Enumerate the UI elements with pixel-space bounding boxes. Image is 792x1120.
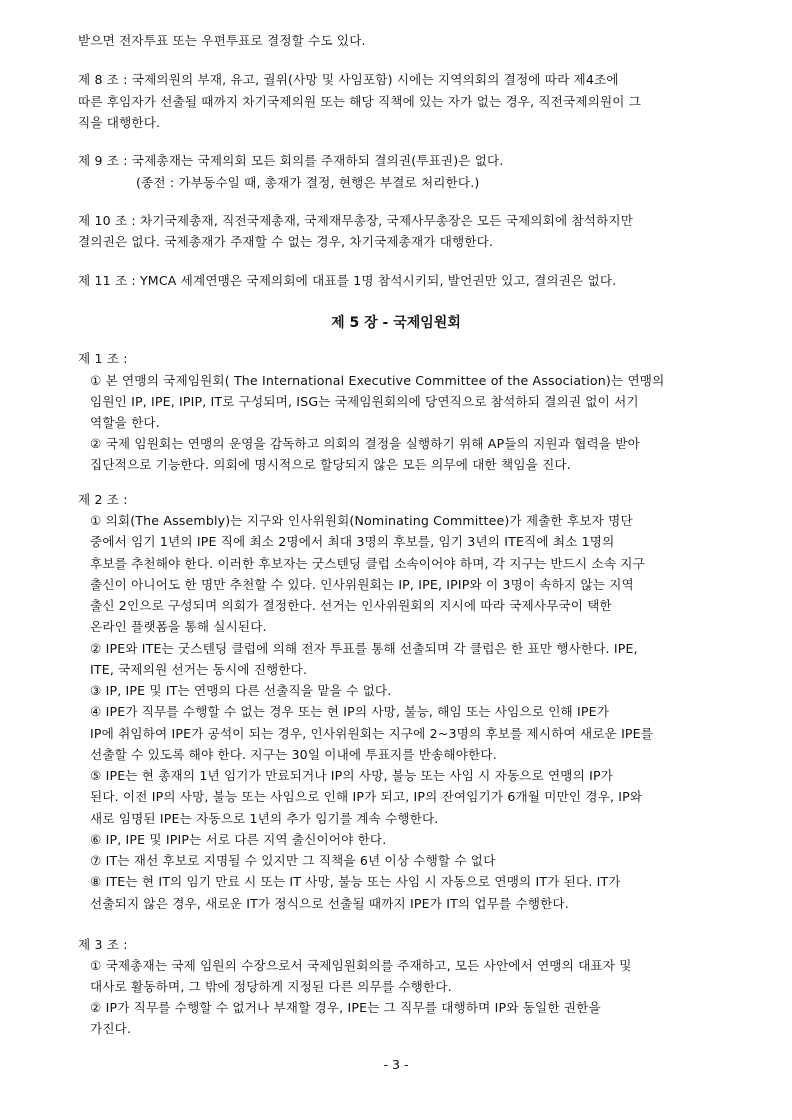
- clause-line: ITE, 국제의원 선거는 동시에 진행한다.: [90, 662, 308, 677]
- clause-line: ① 국제총재는 국제 임원의 수장으로서 국제임원회의를 주재하고, 모든 사안에서 연맹의 대표자 및: [90, 958, 632, 973]
- article-8-line: 직을 대행한다.: [78, 115, 161, 130]
- clause-line: ② IPE와 ITE는 굿스텐딩 클럽에 의해 전자 투표를 통해 선출되며 각 클럽은 한 표만 행사한다. IPE,: [90, 641, 638, 656]
- clause-line: 집단적으로 기능한다. 의회에 명시적으로 할당되지 않은 모든 의무에 대한 책임을 진다.: [90, 457, 571, 472]
- clause-line: 출신이 아니어도 한 명만 추천할 수 있다. 인사위원회는 IP, IPE, IPIP와 이 3명이 속하지 않는 지역: [90, 577, 634, 592]
- clause-line: 출신 2인으로 구성되며 의회가 결정한다. 선거는 인사위원회의 지시에 따라 국제사무국이 택한: [90, 598, 612, 613]
- clause-line: 선출되지 않은 경우, 새로운 IT가 정식으로 선출될 때까지 IPE가 IT의 업무를 수행한다.: [90, 896, 569, 911]
- clause-line: 역할을 한다.: [90, 415, 160, 430]
- clause-line: 대사로 활동하며, 그 밖에 정당하게 지정된 다른 의무를 수행한다.: [90, 979, 452, 994]
- clause-line: ⑥ IP, IPE 및 IPIP는 서로 다른 지역 출신이어야 한다.: [90, 832, 387, 847]
- clause-line: 온라인 플랫폼을 통해 실시된다.: [90, 619, 267, 634]
- clause-line: ② IP가 직무를 수행할 수 없거나 부재할 경우, IPE는 그 직무를 대행하며 IP와 동일한 권한을: [90, 1000, 601, 1015]
- clause-line: ① 의회(The Assembly)는 지구와 인사위원회(Nominating Committee)가 제출한 후보자 명단: [90, 513, 633, 528]
- clause-line: 가진다.: [90, 1021, 132, 1036]
- clause-line: ② 국제 임원회는 연맹의 운영을 감독하고 의회의 결정을 실행하기 위해 AP들의 지원과 협력을 받아: [90, 436, 640, 451]
- clause-line: 중에서 임기 1년의 IPE 직에 최소 2명에서 최대 3명의 후보를, 임기 3년의 ITE직에 최소 1명의: [90, 534, 615, 549]
- continued-text-line: 받으면 전자투표 또는 우편투표로 결정할 수도 있다.: [78, 33, 366, 48]
- article-10-line: 제 10 조 : 차기국제총재, 직전국제총재, 국제재무총장, 국제사무총장은 모든 국제의회에 참석하지만: [78, 213, 634, 228]
- article-8-line: 따른 후임자가 선출될 때까지 차기국제의원 또는 해당 직책에 있는 자가 없는 경우, 직전국제의원이 그: [78, 94, 642, 109]
- article-label: 제 2 조 :: [78, 492, 128, 507]
- clause-line: ④ IPE가 직무를 수행할 수 없는 경우 또는 현 IP의 사망, 불능, 해임 또는 사임으로 인해 IPE가: [90, 704, 610, 719]
- clause-line: 임원인 IP, IPE, IPIP, IT로 구성되며, ISG는 국제임원회의에 당연직으로 참석하되 결의권 없이 서기: [90, 394, 639, 409]
- article-10-line: 결의권은 없다. 국제총재가 주재할 수 없는 경우, 차기국제총재가 대행한다.: [78, 234, 494, 249]
- clause-line: ③ IP, IPE 및 IT는 연맹의 다른 선출직을 맡을 수 없다.: [90, 683, 392, 698]
- article-9-line: 제 9 조 : 국제총재는 국제의회 모든 회의를 주재하되 결의권(투표권)은 없다.: [78, 153, 504, 168]
- clause-line: 된다. 이전 IP의 사망, 불능 또는 사임으로 인해 IP가 되고, IP의 잔여임기가 6개월 미만인 경우, IP와: [90, 789, 643, 804]
- article-9-note: (종전 : 가부동수일 때, 총재가 결정, 현행은 부결로 처리한다.): [136, 175, 480, 190]
- clause-line: ⑧ ITE는 현 IT의 임기 만료 시 또는 IT 사망, 불능 또는 사임 시 자동으로 연맹의 IT가 된다. IT가: [90, 874, 621, 889]
- clause-line: 후보를 추천해야 한다. 이러한 후보자는 굿스텐딩 클럽 소속이어야 하며, 각 지구는 반드시 소속 지구: [90, 556, 645, 571]
- clause-line: 선출할 수 있도록 해야 한다. 지구는 30일 이내에 투표지를 반송해야한다.: [90, 747, 497, 762]
- clause-line: 새로 임명된 IPE는 자동으로 1년의 추가 임기를 계속 수행한다.: [90, 811, 439, 826]
- article-label: 제 1 조 :: [78, 351, 128, 366]
- chapter-heading: 제 5 장 - 국제임원회: [331, 315, 461, 331]
- clause-line: ⑤ IPE는 현 총재의 1년 임기가 만료되거나 IP의 사망, 불능 또는 사임 시 자동으로 연맹의 IP가: [90, 768, 614, 783]
- article-11-line: 제 11 조 : YMCA 세계연맹은 국제의회에 대표를 1명 참석시키되, 발언권만 있고, 결의권은 없다.: [78, 273, 617, 288]
- clause-line: ⑦ IT는 재선 후보로 지명될 수 있지만 그 직책을 6년 이상 수행할 수 없다: [90, 853, 496, 868]
- article-8-line: 제 8 조 : 국제의원의 부재, 유고, 궐위(사망 및 사임포함) 시에는 지역의회의 결정에 따라 제4조에: [78, 72, 619, 87]
- page-number: - 3 -: [383, 1057, 409, 1072]
- clause-line: ① 본 연맹의 국제임원회( The International Executive Committee of the Association)는 연맹의: [90, 373, 665, 388]
- article-label: 제 3 조 :: [78, 937, 128, 952]
- clause-line: IP에 취임하여 IPE가 공석이 되는 경우, 인사위원회는 지구에 2~3명의 후보를 제시하여 새로운 IPE를: [90, 726, 654, 741]
